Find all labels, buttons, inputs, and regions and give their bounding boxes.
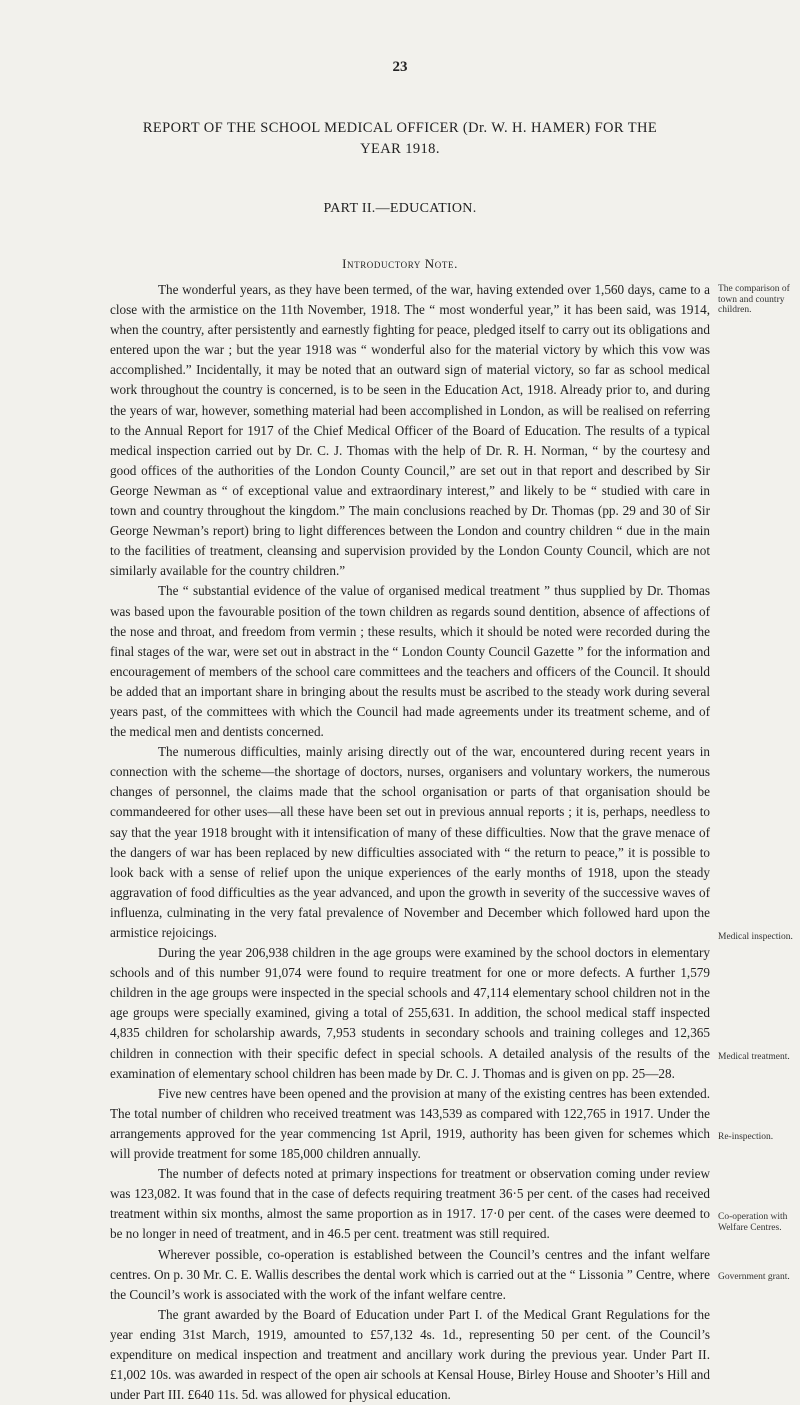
paragraph-reinspection: The number of defects noted at primary inspections for treatment or observation coming under review was 123,082. It was found that in the case of defects requiring treatment 36·5 per cent. of the cases had received treatment within six months, almost the same proportion as in 1917. 17·0 per cent. of the cases were deemed to be no longer in need of treatment, and in 46.5 per cent. treatment was still required. [110, 1166, 710, 1242]
sidenote-medical-inspection: Medical inspection. [718, 932, 793, 942]
page-number: 23 [392, 59, 408, 75]
paragraph-medical-inspection: During the year 206,938 children in the age groups were examined by the school doctors in elementary schools and of this number 91,074 were found to require treatment for one or more defects. A further 1,579 children in the age groups were inspected in the special schools and 47,114 elementary school children not in the age groups were specially examined, giving a total of 255,631. In addition, the school medical staff inspected 4,835 children for scholarship awards, 7,953 students in secondary schools and training colleges and 12,365 children in connection with their specific defect in special schools. A detailed analysis of the results of the examination of elementary school children has been made by Dr. C. J. Thomas and is given on pp. 25—28. [110, 945, 710, 1081]
sidenote-reinspection: Re-inspection. [718, 1132, 774, 1142]
report-title-line-2: YEAR 1918. [360, 141, 440, 157]
paragraph-difficulties: The numerous difficulties, mainly arising directly out of the war, encountered during recent years in connection with the scheme—the shortage of doctors, nurses, organisers and voluntary workers, the numerous changes of personnel, the claims made that the school organisation or parts of that organisation should be commandeered for other uses—all these have been set out in previous annual reports ; it is, perhaps, needless to say that the year 1918 brought with it intensification of many of these difficulties. Now that the grave menace of the dangers of war has been replaced by new difficulties associated with “ the return to peace,” it is possible to look back with a sense of relief upon the unique experiences of the early months of 1918, upon the steady aggravation of food difficulties as the year advanced, and upon the growth in severity of the successive waves of influenza, culminating in the very fatal prevalence of November and December which followed hard upon the armistice rejoicings. [110, 744, 710, 940]
sidenote-medical-treatment: Medical treatment. [718, 1052, 790, 1062]
part-heading: PART II.—EDUCATION. [323, 201, 477, 216]
paragraph-war-years: The wonderful years, as they have been termed, of the war, having extended over 1,560 days, came to a close with the armistice on the 11th November, 1918. The “ most wonderful year,” it has been said, was 1914, when the country, after persistently and earnestly fighting for peace, pledged itself to carry out its obligations and entered upon the war ; but the year 1918 was “ wonderful also for the material victory by which this vow was accomplished.” Incidentally, it may be noted that an outward sign of material victory, so far as school medical work throughout the country is concerned, is to be seen in the Education Act, 1918. Already prior to, and during the years of war, however, something material had been accomplished in London, as will be realised on referring to the Annual Report for 1917 of the Chief Medical Officer of the Board of Education. The results of a typical medical inspection carried out by Dr. C. J. Thomas with the help of Dr. R. H. Norman, “ by the courtesy and good offices of the authorities of the London County Council,” are set out in that report and described by Sir George Newman as “ of exceptional value and extraordinary interest,” and likely to be “ studied with care in town and country throughout the kingdom.” The main conclusions reached by Dr. Thomas (pp. 29 and 30 of Sir George Newman’s report) bring to light differences between the London and country children “ due in the main to the facilities of treatment, cleansing and supervision provided by the London County Council, which are not similarly available for the country children.” [110, 282, 710, 579]
section-heading: Introductory Note. [342, 256, 458, 271]
paragraph-cooperation: Wherever possible, co-operation is established between the Council’s centres and the infant welfare centres. On p. 30 Mr. C. E. Wallis describes the dental work which is carried out at the “ Lissonia ” Centre, where the Council’s work is associated with the work of the infant welfare centre. [110, 1246, 710, 1302]
sidenote-comparison: The comparison of town and country children. [718, 284, 790, 315]
sidenote-cooperation: Co-operation with Welfare Centres. [718, 1212, 788, 1233]
report-title [120, 118, 680, 160]
paragraph-government-grant: The grant awarded by the Board of Education under Part I. of the Medical Grant Regulations for the year ending 31st March, 1919, amounted to £57,132 4s. 1d., representing 50 per cent. of the Council’s expenditure on medical inspection and treatment and ancillary work during the previous year. Under Part II. £1,002 10s. was awarded in respect of the open air schools at Kensal House, Birley House and Shooter’s Hill and under Part III. £640 11s. 5d. was allowed for physical education. [110, 1306, 710, 1403]
paragraph-substantial-evidence: The “ substantial evidence of the value of organised medical treatment ” thus supplied by Dr. Thomas was based upon the favourable position of the town children as regards sound dentition, absence of affections of the nose and throat, and freedom from vermin ; these results, which it should be noted were recorded during the final stages of the war, were set out in abstract in the “ London County Council Gazette ” for the information and encouragement of members of the school care committees and the teachers and officers of the Council. It should be added that an important share in bringing about the results must be ascribed to the steady work during several years past, of the committees with which the Council had made agreements under its treatment scheme, and of the medical men and dentists concerned. [110, 583, 710, 740]
sidenote-government-grant: Government grant. [718, 1272, 790, 1282]
body-text [110, 280, 710, 1405]
paragraph-medical-treatment: Five new centres have been opened and the provision at many of the existing centres has been extended. The total number of children who received treatment was 143,539 as compared with 122,765 in 1917. Under the arrangements approved for the year commencing 1st April, 1919, authority has been given for schemes which will provide treatment for some 185,000 children annually. [110, 1085, 710, 1162]
report-title-line-1: REPORT OF THE SCHOOL MEDICAL OFFICER (Dr. W. H. HAMER) FOR THE [142, 120, 658, 136]
